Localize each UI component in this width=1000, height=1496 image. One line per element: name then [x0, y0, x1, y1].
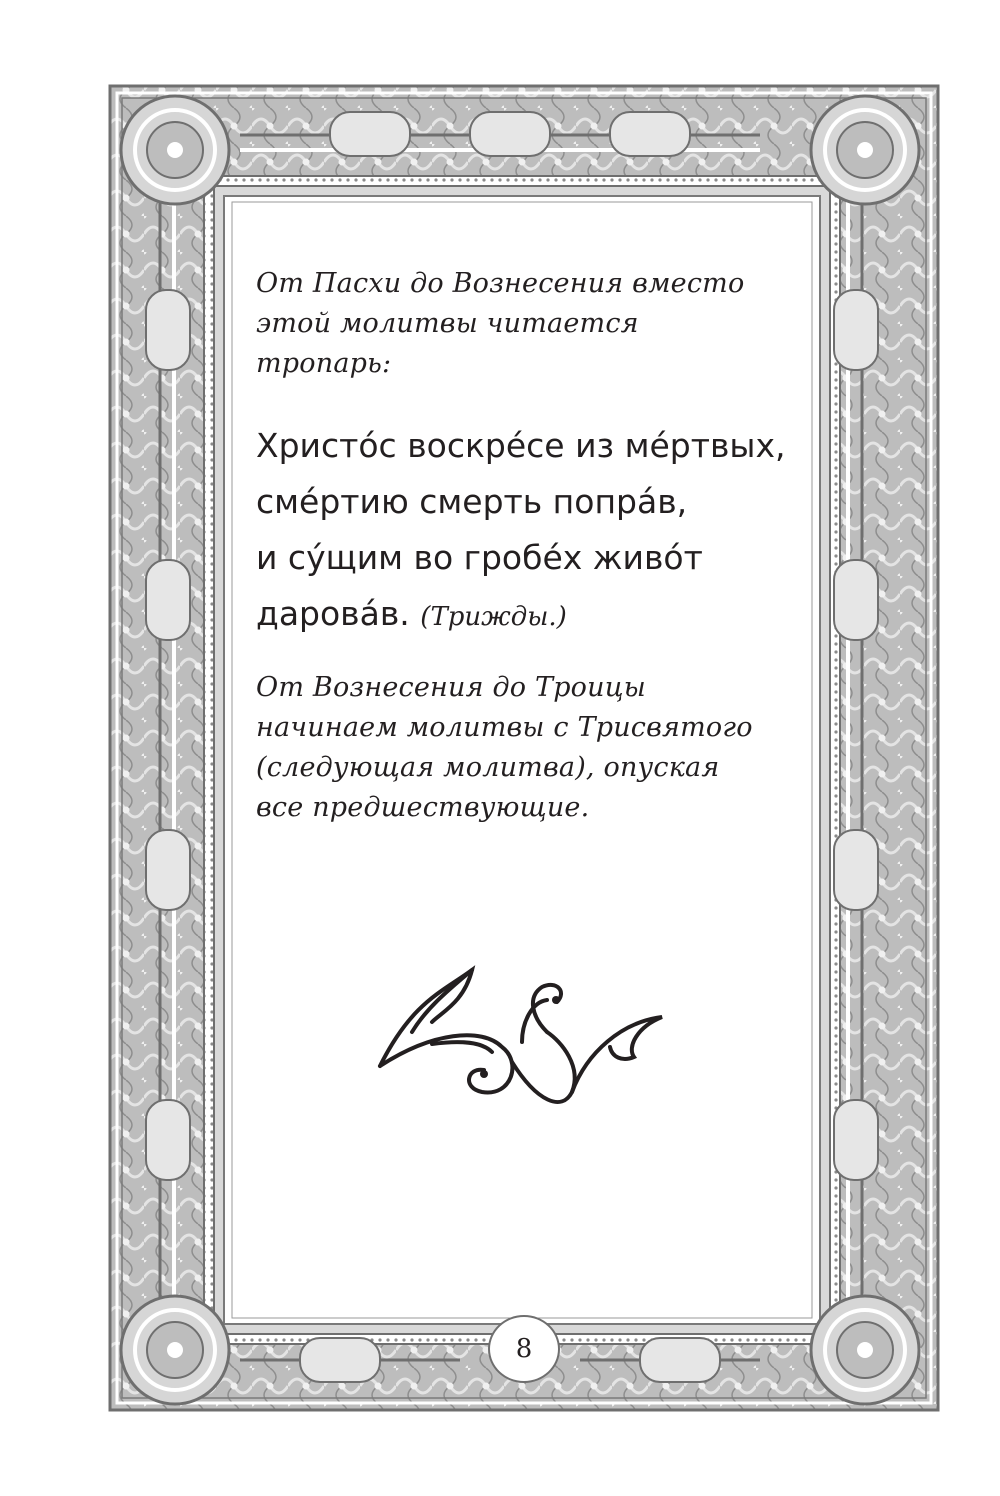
- flourish-ornament-icon: [372, 962, 672, 1132]
- text-panel: [232, 202, 809, 1318]
- rubric-line: тропарь:: [256, 348, 392, 379]
- rubric-line: начинаем молитвы с Трисвятого: [256, 712, 753, 743]
- rubric-after: [256, 668, 816, 828]
- rubric-before: [256, 264, 796, 384]
- rubric-line: этой молитвы читается: [256, 308, 639, 339]
- rubric-line: От Вознесения до Троицы: [256, 672, 646, 703]
- corner-rosette-icon: [811, 1296, 919, 1404]
- rubric-line: (следующая молитва), опуская: [256, 752, 720, 783]
- troparion-line: и су́щим во гробе́х живо́т: [256, 538, 703, 577]
- repeat-note: (Трижды.): [420, 602, 567, 632]
- troparion-line: дарова́в.: [256, 594, 410, 633]
- troparion-text: [256, 418, 816, 645]
- corner-rosette-icon: [121, 1296, 229, 1404]
- rubric-line: От Пасхи до Вознесения вместо: [256, 268, 745, 299]
- page-number: 8: [488, 1315, 560, 1383]
- troparion-line: сме́ртию смерть попра́в,: [256, 482, 688, 521]
- rubric-line: все предшествующие.: [256, 792, 590, 823]
- troparion-line: Христо́с воскре́се из ме́ртвых,: [256, 426, 786, 465]
- troparion-last-line: [256, 586, 816, 645]
- corner-rosette-icon: [121, 96, 229, 204]
- corner-rosette-icon: [811, 96, 919, 204]
